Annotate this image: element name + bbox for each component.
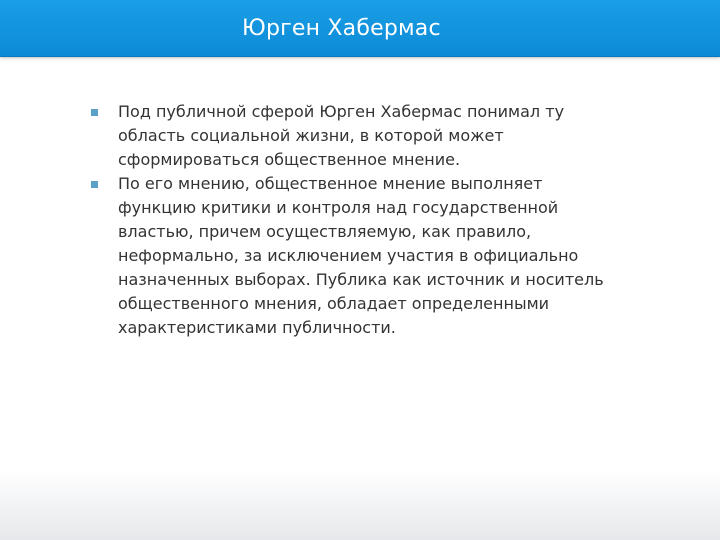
bullet-list	[88, 100, 628, 340]
bullet-item	[88, 100, 628, 172]
bullet-line: характеристиками публичности.	[118, 318, 396, 337]
footer-gradient-band	[0, 470, 720, 540]
bullet-line: функцию критики и контроля над государственной	[118, 198, 559, 217]
bullet-text	[118, 172, 628, 340]
square-bullet-icon	[91, 109, 98, 116]
bullet-line: назначенных выборах. Публика как источник и носитель	[118, 270, 604, 289]
bullet-line: По его мнению, общественное мнение выполняет	[118, 174, 543, 193]
bullet-item	[88, 172, 628, 340]
slide-content	[88, 100, 628, 340]
bullet-text	[118, 100, 628, 172]
bullet-line: Под публичной сферой Юрген Хабермас понимал ту	[118, 102, 565, 121]
square-bullet-icon	[91, 181, 98, 188]
bullet-line: властью, причем осуществляемую, как правило,	[118, 222, 532, 241]
slide-title: Юрген Хабермас	[242, 16, 441, 41]
bullet-line: сформироваться общественное мнение.	[118, 150, 461, 169]
bullet-line: область социальной жизни, в которой может	[118, 126, 504, 145]
bullet-line: неформально, за исключением участия в официально	[118, 246, 579, 265]
title-bar	[0, 0, 720, 57]
bullet-line: общественного мнения, обладает определенными	[118, 294, 550, 313]
